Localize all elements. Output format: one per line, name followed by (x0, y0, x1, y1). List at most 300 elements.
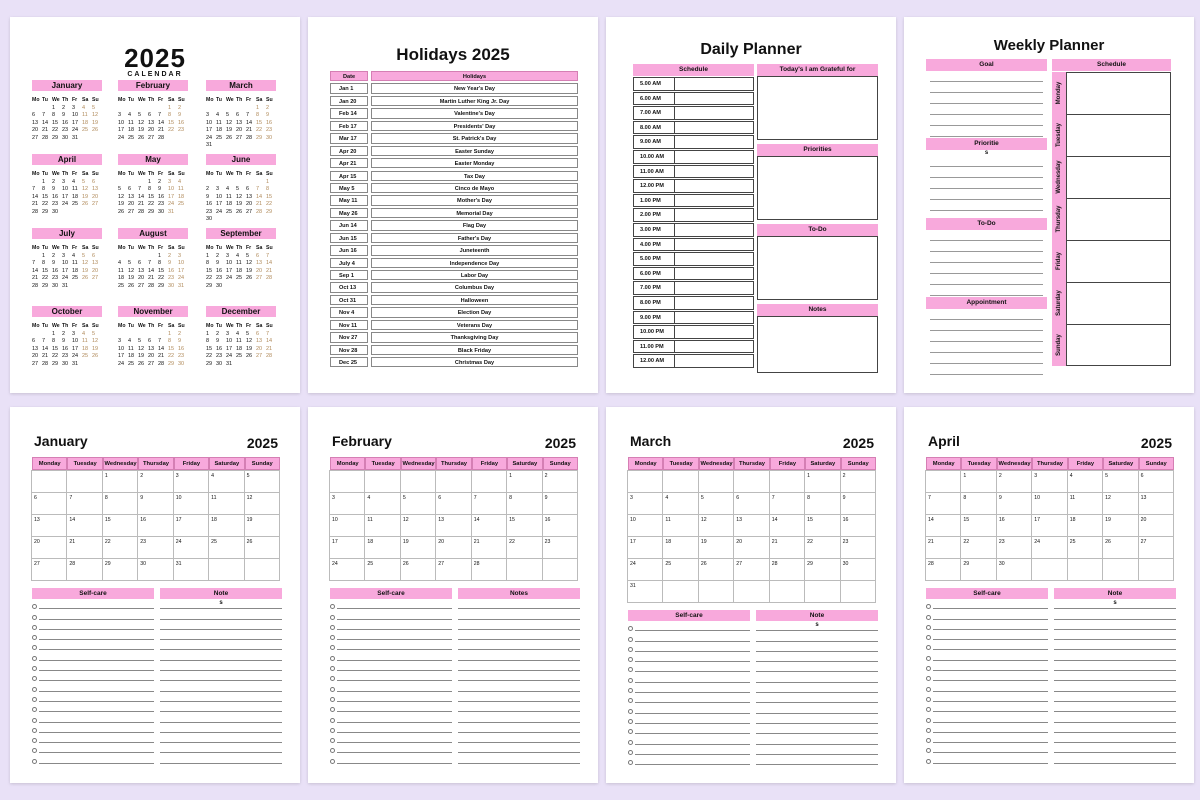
note-line[interactable] (756, 724, 878, 734)
checkbox-icon[interactable] (330, 625, 335, 630)
day-cell[interactable]: 2 (996, 470, 1032, 493)
weekly-day-box[interactable] (1066, 240, 1171, 282)
checkbox-icon[interactable] (628, 719, 633, 724)
day-number[interactable]: 20 (256, 345, 263, 352)
day-number[interactable]: 18 (82, 345, 89, 352)
schedule-row[interactable] (633, 238, 754, 252)
day-number[interactable]: 15 (42, 267, 49, 274)
day-number[interactable]: 30 (158, 208, 165, 215)
checkbox-icon[interactable] (32, 697, 37, 702)
day-number[interactable]: 2 (62, 104, 66, 111)
self-care-item[interactable] (330, 650, 452, 660)
self-care-item[interactable] (926, 640, 1048, 650)
day-number[interactable]: 27 (256, 353, 263, 359)
day-number[interactable]: 17 (62, 193, 69, 200)
day-number[interactable]: 14 (266, 338, 273, 344)
self-care-item[interactable] (330, 743, 452, 753)
day-number[interactable]: 2 (178, 330, 182, 337)
day-cell[interactable]: 8 (102, 492, 138, 515)
day-number[interactable]: 1 (42, 252, 46, 259)
self-care-item[interactable] (628, 662, 750, 672)
day-number[interactable]: 7 (32, 186, 36, 192)
self-care-item[interactable] (32, 609, 154, 619)
day-number[interactable]: 19 (236, 201, 243, 207)
schedule-row[interactable] (633, 150, 754, 164)
day-cell[interactable] (1031, 558, 1067, 581)
day-number[interactable]: 23 (168, 275, 175, 281)
note-line[interactable] (756, 642, 878, 652)
schedule-row[interactable] (633, 179, 754, 193)
todo-line[interactable] (930, 251, 1043, 252)
notes-box[interactable] (757, 316, 878, 373)
day-number[interactable]: 15 (256, 119, 263, 126)
day-number[interactable]: 26 (138, 134, 145, 141)
day-cell[interactable]: 27 (733, 558, 769, 581)
day-number[interactable]: 3 (206, 112, 210, 118)
day-number[interactable]: 9 (206, 193, 210, 200)
day-number[interactable]: 24 (226, 275, 233, 281)
day-number[interactable]: 11 (82, 338, 88, 344)
day-number[interactable]: 5 (246, 252, 250, 259)
day-number[interactable]: 16 (52, 267, 59, 274)
self-care-item[interactable] (330, 609, 452, 619)
day-number[interactable]: 21 (266, 345, 273, 352)
schedule-row[interactable] (633, 77, 754, 91)
day-number[interactable]: 22 (52, 127, 59, 133)
day-cell[interactable]: 14 (925, 514, 961, 537)
day-number[interactable]: 25 (72, 201, 79, 207)
day-cell[interactable]: 14 (769, 514, 805, 537)
day-number[interactable]: 22 (42, 201, 49, 207)
day-cell[interactable]: 1 (960, 470, 996, 493)
day-number[interactable]: 20 (148, 127, 155, 133)
day-cell[interactable] (804, 580, 840, 603)
todo-box[interactable] (757, 236, 878, 300)
day-number[interactable]: 8 (206, 338, 210, 344)
day-number[interactable]: 30 (52, 208, 59, 215)
day-cell[interactable]: 16 (840, 514, 876, 537)
day-number[interactable]: 26 (92, 353, 99, 359)
goal-line[interactable] (930, 125, 1043, 126)
self-care-item[interactable] (628, 755, 750, 765)
day-number[interactable]: 14 (256, 193, 263, 200)
day-number[interactable]: 21 (32, 275, 39, 281)
weekly-day-box[interactable] (1066, 156, 1171, 198)
day-cell[interactable]: 27 (31, 558, 67, 581)
day-cell[interactable] (698, 580, 734, 603)
day-number[interactable]: 11 (118, 267, 124, 274)
self-care-item[interactable] (926, 671, 1048, 681)
day-number[interactable]: 8 (52, 112, 56, 118)
day-cell[interactable]: 13 (435, 514, 471, 537)
checkbox-icon[interactable] (32, 718, 37, 723)
self-care-item[interactable] (330, 712, 452, 722)
day-cell[interactable] (208, 558, 244, 581)
self-care-item[interactable] (926, 743, 1048, 753)
note-line[interactable] (160, 733, 282, 743)
day-number[interactable]: 21 (246, 127, 253, 133)
day-cell[interactable]: 24 (627, 558, 663, 581)
day-cell[interactable] (66, 470, 102, 493)
day-cell[interactable]: 1 (506, 470, 542, 493)
checkbox-icon[interactable] (926, 759, 931, 764)
priority-line[interactable] (930, 177, 1043, 178)
day-cell[interactable]: 1 (804, 470, 840, 493)
day-number[interactable]: 30 (266, 134, 273, 141)
day-number[interactable]: 8 (52, 338, 56, 344)
day-number[interactable]: 28 (158, 134, 165, 141)
checkbox-icon[interactable] (32, 728, 37, 733)
day-number[interactable]: 10 (178, 260, 185, 266)
day-number[interactable]: 15 (206, 267, 213, 274)
checkbox-icon[interactable] (330, 697, 335, 702)
day-number[interactable]: 13 (32, 119, 39, 126)
day-cell[interactable]: 21 (769, 536, 805, 559)
day-cell[interactable]: 19 (244, 514, 280, 537)
day-number[interactable]: 28 (266, 275, 273, 281)
day-number[interactable]: 4 (82, 104, 86, 111)
self-care-item[interactable] (926, 692, 1048, 702)
self-care-item[interactable] (926, 609, 1048, 619)
self-care-item[interactable] (330, 681, 452, 691)
day-number[interactable]: 26 (82, 201, 89, 207)
day-number[interactable]: 28 (148, 282, 155, 289)
day-cell[interactable]: 13 (31, 514, 67, 537)
day-number[interactable]: 30 (178, 360, 185, 367)
day-number[interactable]: 16 (62, 119, 69, 126)
day-number[interactable]: 11 (226, 193, 232, 200)
day-number[interactable]: 26 (226, 134, 233, 141)
day-cell[interactable]: 11 (662, 514, 698, 537)
day-cell[interactable]: 18 (1067, 514, 1103, 537)
day-number[interactable]: 1 (256, 104, 260, 111)
day-cell[interactable]: 26 (698, 558, 734, 581)
day-number[interactable]: 5 (82, 252, 86, 259)
note-line[interactable] (458, 692, 580, 702)
day-cell[interactable]: 15 (804, 514, 840, 537)
note-line[interactable] (756, 672, 878, 682)
day-number[interactable]: 25 (118, 282, 125, 289)
day-number[interactable]: 15 (158, 267, 165, 274)
day-cell[interactable] (1102, 558, 1138, 581)
day-number[interactable]: 17 (118, 353, 125, 359)
note-line[interactable] (756, 693, 878, 703)
day-number[interactable]: 13 (92, 260, 99, 266)
checkbox-icon[interactable] (32, 615, 37, 620)
self-care-item[interactable] (32, 650, 154, 660)
day-number[interactable]: 10 (226, 338, 233, 344)
day-number[interactable]: 6 (92, 178, 96, 185)
priority-line[interactable] (930, 188, 1043, 189)
self-care-item[interactable] (330, 661, 452, 671)
day-cell[interactable] (925, 470, 961, 493)
day-number[interactable]: 2 (178, 104, 182, 111)
day-cell[interactable]: 23 (840, 536, 876, 559)
day-number[interactable]: 5 (118, 186, 122, 192)
self-care-item[interactable] (330, 723, 452, 733)
day-number[interactable]: 1 (42, 178, 46, 185)
day-number[interactable]: 10 (72, 338, 79, 344)
day-cell[interactable]: 18 (208, 514, 244, 537)
day-number[interactable]: 9 (158, 186, 162, 192)
grateful-box[interactable] (757, 76, 878, 140)
day-cell[interactable]: 16 (137, 514, 173, 537)
day-cell[interactable]: 17 (329, 536, 365, 559)
appointment-line[interactable] (930, 363, 1043, 364)
day-number[interactable]: 10 (62, 186, 69, 192)
day-number[interactable]: 14 (42, 119, 49, 126)
day-number[interactable]: 29 (158, 282, 165, 289)
day-number[interactable]: 8 (42, 186, 46, 192)
schedule-row[interactable] (633, 106, 754, 120)
day-cell[interactable]: 9 (996, 492, 1032, 515)
day-number[interactable]: 12 (92, 112, 99, 118)
day-cell[interactable]: 6 (1138, 470, 1174, 493)
day-number[interactable]: 31 (168, 208, 175, 215)
day-cell[interactable]: 16 (996, 514, 1032, 537)
day-cell[interactable]: 20 (733, 536, 769, 559)
schedule-row[interactable] (633, 135, 754, 149)
day-cell[interactable] (769, 470, 805, 493)
day-number[interactable]: 17 (216, 201, 223, 207)
weekly-day-box[interactable] (1066, 282, 1171, 324)
note-line[interactable] (458, 640, 580, 650)
day-number[interactable]: 19 (82, 193, 89, 200)
day-number[interactable]: 18 (236, 345, 243, 352)
day-number[interactable]: 24 (206, 134, 213, 141)
day-number[interactable]: 28 (32, 208, 39, 215)
note-line[interactable] (160, 640, 282, 650)
day-cell[interactable]: 5 (1102, 470, 1138, 493)
goal-line[interactable] (930, 103, 1043, 104)
self-care-item[interactable] (628, 693, 750, 703)
checkbox-icon[interactable] (330, 615, 335, 620)
note-line[interactable] (458, 620, 580, 630)
day-number[interactable]: 5 (82, 178, 86, 185)
appointment-line[interactable] (930, 341, 1043, 342)
note-line[interactable] (1054, 743, 1176, 753)
day-cell[interactable]: 3 (329, 492, 365, 515)
day-cell[interactable] (840, 580, 876, 603)
self-care-item[interactable] (32, 671, 154, 681)
note-line[interactable] (756, 714, 878, 724)
day-number[interactable]: 8 (148, 186, 152, 192)
note-line[interactable] (458, 681, 580, 691)
day-number[interactable]: 27 (92, 275, 99, 281)
schedule-row[interactable] (633, 311, 754, 325)
day-number[interactable]: 22 (266, 201, 273, 207)
day-number[interactable]: 13 (32, 345, 39, 352)
day-cell[interactable]: 12 (1102, 492, 1138, 515)
note-line[interactable] (1054, 640, 1176, 650)
day-cell[interactable]: 9 (542, 492, 578, 515)
day-number[interactable]: 31 (72, 360, 79, 367)
note-line[interactable] (1054, 681, 1176, 691)
day-number[interactable]: 11 (72, 186, 78, 192)
schedule-row[interactable] (633, 252, 754, 266)
day-number[interactable]: 12 (226, 119, 233, 126)
day-cell[interactable]: 4 (364, 492, 400, 515)
day-number[interactable]: 26 (128, 282, 135, 289)
day-number[interactable]: 11 (128, 119, 134, 126)
day-cell[interactable]: 7 (769, 492, 805, 515)
day-number[interactable]: 15 (148, 193, 155, 200)
day-number[interactable]: 22 (42, 275, 49, 281)
day-number[interactable]: 5 (226, 112, 230, 118)
day-number[interactable]: 13 (256, 338, 263, 344)
day-number[interactable]: 6 (128, 186, 132, 192)
self-care-item[interactable] (32, 702, 154, 712)
checkbox-icon[interactable] (926, 625, 931, 630)
day-number[interactable]: 24 (72, 127, 79, 133)
day-cell[interactable]: 17 (173, 514, 209, 537)
day-number[interactable]: 20 (92, 193, 99, 200)
day-number[interactable]: 9 (52, 186, 56, 192)
day-number[interactable]: 6 (256, 330, 260, 337)
day-number[interactable]: 4 (118, 260, 122, 266)
day-number[interactable]: 18 (118, 275, 125, 281)
day-cell[interactable]: 21 (925, 536, 961, 559)
day-number[interactable]: 13 (148, 119, 155, 126)
schedule-row[interactable] (633, 354, 754, 368)
day-number[interactable]: 16 (52, 193, 59, 200)
checkbox-icon[interactable] (926, 615, 931, 620)
weekly-day-box[interactable] (1066, 114, 1171, 156)
self-care-item[interactable] (330, 702, 452, 712)
day-number[interactable]: 13 (92, 186, 99, 192)
day-number[interactable]: 2 (158, 178, 162, 185)
note-line[interactable] (756, 734, 878, 744)
day-number[interactable]: 23 (62, 127, 69, 133)
day-number[interactable]: 14 (138, 193, 145, 200)
day-number[interactable]: 10 (118, 119, 125, 126)
note-line[interactable] (1054, 609, 1176, 619)
day-cell[interactable] (1138, 558, 1174, 581)
day-number[interactable]: 19 (92, 119, 99, 126)
day-cell[interactable] (506, 558, 542, 581)
day-cell[interactable]: 5 (400, 492, 436, 515)
day-number[interactable]: 13 (148, 345, 155, 352)
checkbox-icon[interactable] (628, 637, 633, 642)
checkbox-icon[interactable] (926, 687, 931, 692)
self-care-item[interactable] (628, 621, 750, 631)
note-line[interactable] (756, 652, 878, 662)
day-number[interactable]: 6 (92, 252, 96, 259)
day-number[interactable]: 14 (32, 267, 39, 274)
day-number[interactable]: 19 (246, 267, 253, 274)
self-care-item[interactable] (926, 599, 1048, 609)
day-cell[interactable]: 29 (804, 558, 840, 581)
day-cell[interactable] (627, 470, 663, 493)
day-number[interactable]: 7 (158, 338, 162, 344)
note-line[interactable] (1054, 753, 1176, 763)
schedule-row[interactable] (633, 92, 754, 106)
day-number[interactable]: 28 (32, 282, 39, 289)
day-number[interactable]: 2 (216, 330, 220, 337)
day-cell[interactable] (435, 470, 471, 493)
schedule-row[interactable] (633, 281, 754, 295)
day-number[interactable]: 1 (158, 252, 162, 259)
note-line[interactable] (160, 620, 282, 630)
day-number[interactable]: 1 (168, 104, 172, 111)
day-cell[interactable]: 19 (698, 536, 734, 559)
day-cell[interactable] (662, 580, 698, 603)
day-cell[interactable] (698, 470, 734, 493)
day-number[interactable]: 5 (92, 104, 96, 111)
day-number[interactable]: 26 (246, 275, 253, 281)
day-number[interactable]: 18 (236, 267, 243, 274)
day-cell[interactable]: 10 (173, 492, 209, 515)
day-number[interactable]: 29 (42, 282, 49, 289)
day-number[interactable]: 6 (32, 338, 36, 344)
day-cell[interactable]: 16 (542, 514, 578, 537)
day-number[interactable]: 11 (128, 345, 134, 352)
day-number[interactable]: 20 (256, 267, 263, 274)
day-number[interactable]: 25 (236, 353, 243, 359)
goal-line[interactable] (930, 92, 1043, 93)
day-cell[interactable]: 3 (1031, 470, 1067, 493)
day-number[interactable]: 18 (216, 127, 223, 133)
day-cell[interactable]: 23 (996, 536, 1032, 559)
day-number[interactable]: 3 (178, 252, 182, 259)
day-cell[interactable]: 5 (244, 470, 280, 493)
day-number[interactable]: 27 (128, 208, 135, 215)
day-number[interactable]: 27 (148, 134, 155, 141)
day-number[interactable]: 5 (138, 338, 142, 344)
note-line[interactable] (756, 631, 878, 641)
checkbox-icon[interactable] (926, 728, 931, 733)
day-cell[interactable]: 3 (173, 470, 209, 493)
day-number[interactable]: 20 (32, 127, 39, 133)
day-number[interactable]: 27 (246, 208, 253, 215)
day-number[interactable]: 10 (216, 193, 223, 200)
day-number[interactable]: 9 (178, 338, 182, 344)
day-number[interactable]: 12 (82, 260, 89, 266)
note-line[interactable] (160, 723, 282, 733)
day-number[interactable]: 29 (256, 134, 263, 141)
day-number[interactable]: 8 (168, 338, 172, 344)
day-cell[interactable]: 28 (66, 558, 102, 581)
note-line[interactable] (160, 712, 282, 722)
day-number[interactable]: 25 (82, 353, 89, 359)
day-number[interactable]: 15 (52, 345, 59, 352)
day-number[interactable]: 13 (246, 193, 253, 200)
day-number[interactable]: 11 (236, 338, 242, 344)
day-cell[interactable]: 22 (506, 536, 542, 559)
day-cell[interactable]: 18 (662, 536, 698, 559)
day-cell[interactable]: 7 (925, 492, 961, 515)
day-number[interactable]: 10 (62, 260, 69, 266)
day-cell[interactable]: 5 (698, 492, 734, 515)
self-care-item[interactable] (628, 631, 750, 641)
day-number[interactable]: 4 (236, 330, 240, 337)
day-cell[interactable]: 11 (1067, 492, 1103, 515)
day-number[interactable]: 21 (266, 267, 273, 274)
self-care-item[interactable] (926, 712, 1048, 722)
appointment-line[interactable] (930, 330, 1043, 331)
day-number[interactable]: 17 (72, 119, 79, 126)
day-number[interactable]: 20 (138, 275, 145, 281)
goal-line[interactable] (930, 136, 1043, 137)
note-line[interactable] (756, 755, 878, 765)
day-number[interactable]: 3 (216, 186, 220, 192)
day-number[interactable]: 3 (72, 104, 76, 111)
day-number[interactable]: 29 (206, 360, 213, 367)
day-number[interactable]: 14 (148, 267, 155, 274)
day-cell[interactable] (733, 580, 769, 603)
note-line[interactable] (1054, 723, 1176, 733)
self-care-item[interactable] (628, 734, 750, 744)
